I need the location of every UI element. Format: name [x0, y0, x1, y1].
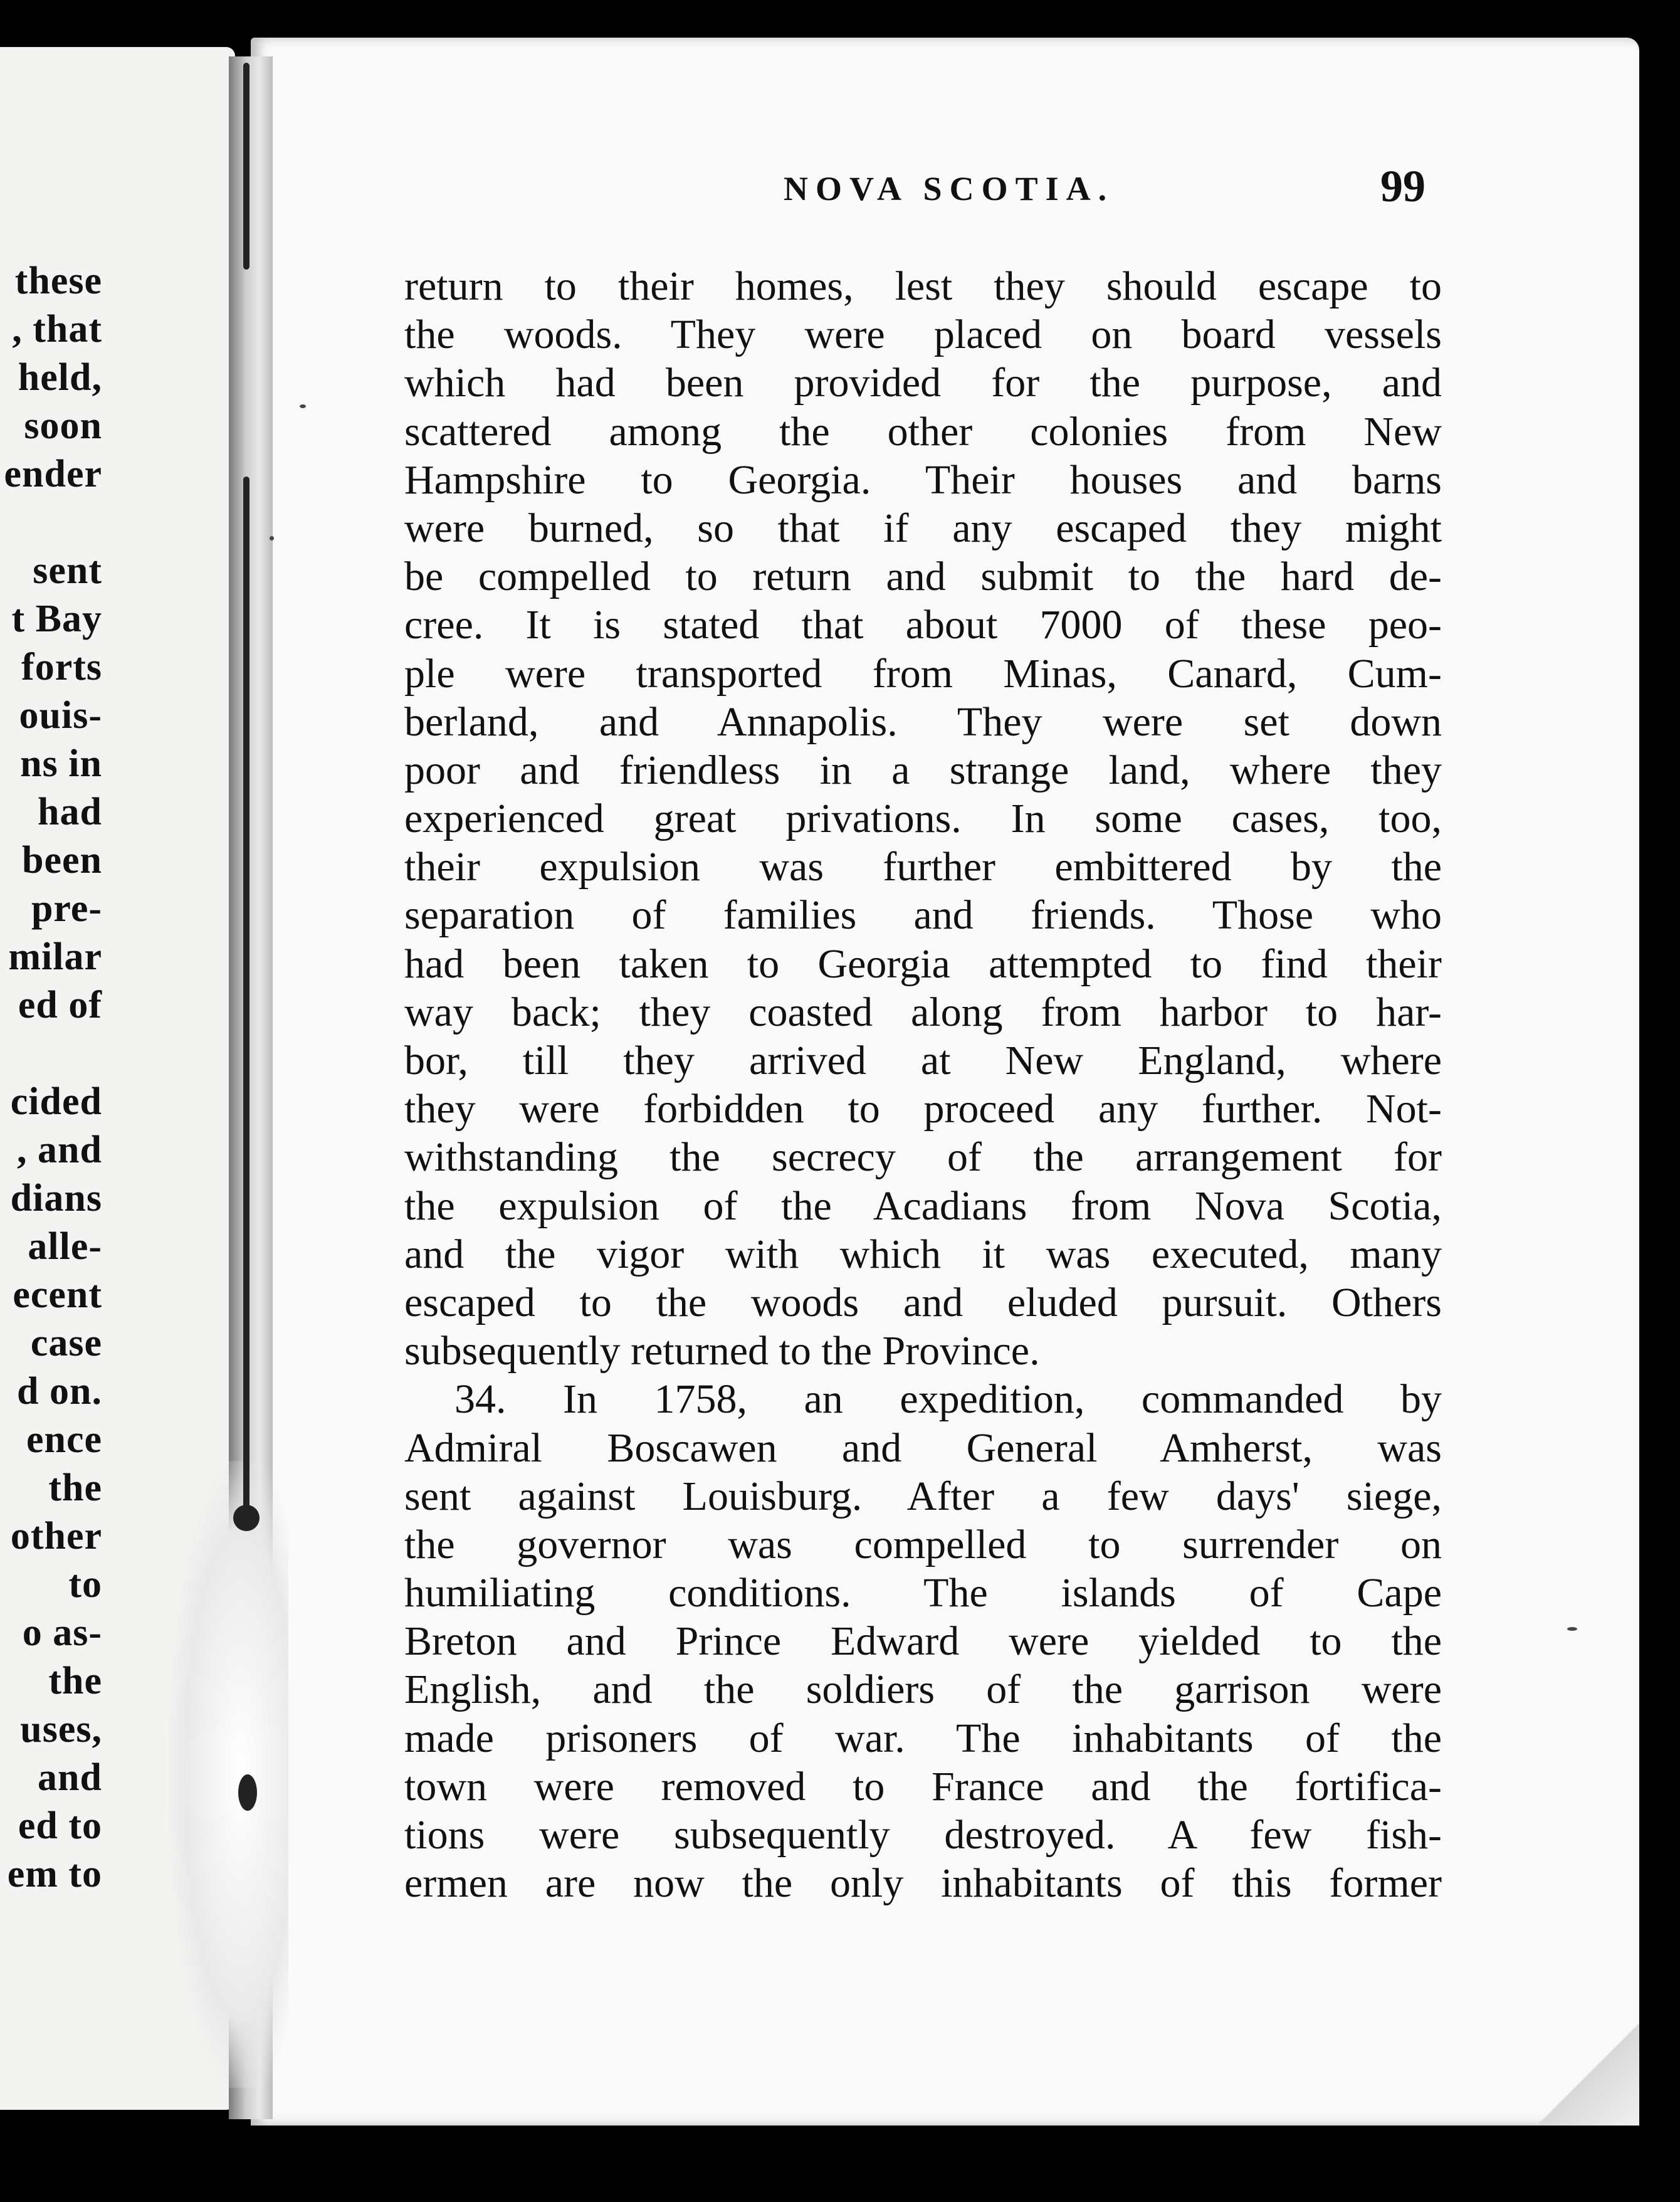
text-line: which had been provided for the purpose, and — [404, 360, 1442, 406]
text-line: escaped to the woods and eluded pursuit. Others — [404, 1279, 1442, 1325]
text-line: tions were subsequently destroyed. A few fish- — [404, 1812, 1442, 1858]
text-line: subsequently returned to the Province. — [404, 1328, 1040, 1374]
left-page-line: to — [68, 1563, 102, 1606]
text-line: experienced great privations. In some cases, too, — [404, 796, 1442, 842]
left-page-line: forts — [21, 646, 102, 688]
text-line: way back; they coasted along from harbor to har- — [404, 989, 1442, 1035]
text-line: ple were transported from Minas, Canard, Cum- — [404, 650, 1442, 697]
left-page-line: the — [48, 1660, 102, 1702]
left-page-line: sent — [33, 549, 102, 592]
page-corner-fold — [1539, 2019, 1639, 2126]
text-line: Admiral Boscawen and General Amherst, was — [404, 1425, 1442, 1471]
left-page-line: ouis- — [19, 694, 102, 737]
torn-paper-patch — [169, 1461, 288, 2088]
text-line: scattered among the other colonies from New — [404, 408, 1442, 455]
binding-knot-lower — [238, 1774, 257, 1811]
running-head: NOVA SCOTIA. — [784, 170, 1115, 208]
paper-speck — [270, 536, 274, 540]
text-line: made prisoners of war. The inhabitants of the — [404, 1715, 1442, 1761]
left-page-line: ed to — [18, 1804, 102, 1847]
left-page-line: t Bay — [11, 598, 102, 640]
paper-speck — [300, 404, 306, 408]
binding-thread-middle — [243, 477, 249, 1530]
text-line: the expulsion of the Acadians from Nova Scotia, — [404, 1183, 1442, 1229]
text-line: Breton and Prince Edward were yielded to the — [404, 1618, 1442, 1665]
left-page-line: d on. — [17, 1370, 102, 1413]
text-line: sent against Louisburg. After a few days' siege, — [404, 1473, 1442, 1519]
text-line: the woods. They were placed on board vessels — [404, 312, 1442, 358]
left-page-line — [0, 498, 102, 547]
left-page-line: pre- — [31, 887, 102, 930]
left-page-line: ence — [26, 1418, 102, 1461]
left-page-line: held, — [18, 356, 102, 399]
left-page-line — [0, 1030, 102, 1078]
text-line: humiliating conditions. The islands of Cape — [404, 1570, 1442, 1616]
left-page-line: uses, — [20, 1708, 102, 1751]
left-page-line: had — [38, 791, 102, 833]
left-page-line: milar — [8, 935, 102, 978]
text-line: were burned, so that if any escaped they might — [404, 505, 1442, 551]
text-line: had been taken to Georgia attempted to find their — [404, 940, 1442, 987]
left-page-line: other — [10, 1515, 102, 1557]
left-page-line: dians — [10, 1177, 102, 1220]
text-line: ermen are now the only inhabitants of this former — [404, 1860, 1442, 1907]
left-page-line: ed of — [18, 984, 102, 1026]
left-page-line: been — [22, 839, 102, 882]
left-page-line: ender — [4, 453, 102, 495]
left-page-line: , and — [17, 1129, 102, 1171]
left-page-line: ns in — [20, 742, 102, 785]
text-line: English, and the soldiers of the garrison were — [404, 1667, 1442, 1713]
text-line: cree. It is stated that about 7000 of these peo- — [404, 602, 1442, 648]
text-line: berland, and Annapolis. They were set down — [404, 698, 1442, 745]
text-line: the governor was compelled to surrender on — [404, 1521, 1442, 1567]
left-page-line: o as- — [22, 1611, 102, 1654]
text-line: poor and friendless in a strange land, where they — [404, 747, 1442, 793]
left-page-line: alle- — [28, 1225, 102, 1268]
text-line: return to their homes, lest they should escape to — [404, 263, 1442, 309]
body-text — [404, 262, 1442, 1907]
left-page-line: the — [48, 1467, 102, 1509]
left-page-line: and — [38, 1756, 102, 1799]
text-line: Hampshire to Georgia. Their houses and barns — [404, 456, 1442, 503]
left-page-line: , that — [12, 308, 102, 350]
left-page-line: soon — [24, 404, 102, 447]
text-line: separation of families and friends. Those who — [404, 892, 1442, 939]
left-page-line: cided — [10, 1080, 102, 1123]
text-line: withstanding the secrecy of the arrangement for — [404, 1134, 1442, 1181]
text-line: they were forbidden to proceed any further. Not- — [404, 1086, 1442, 1132]
binding-knot — [233, 1505, 260, 1531]
text-line: and the vigor with which it was executed, many — [404, 1231, 1442, 1277]
text-line: their expulsion was further embittered by the — [404, 844, 1442, 890]
left-page-text-column — [0, 257, 102, 1899]
paragraph-34-start: 34. In 1758, an expedition, commanded by — [454, 1376, 1442, 1423]
paper-speck — [1567, 1627, 1577, 1631]
text-line: be compelled to return and submit to the hard de- — [404, 554, 1442, 600]
text-line: town were removed to France and the fortifica- — [404, 1763, 1442, 1810]
page-number: 99 — [1380, 161, 1425, 211]
text-line: bor, till they arrived at New England, where — [404, 1038, 1442, 1083]
binding-thread-top — [243, 63, 249, 270]
left-page-line: these — [14, 260, 102, 302]
left-page-line: ecent — [13, 1273, 102, 1316]
left-page-line: case — [30, 1322, 102, 1364]
left-page-line: em to — [7, 1853, 102, 1895]
